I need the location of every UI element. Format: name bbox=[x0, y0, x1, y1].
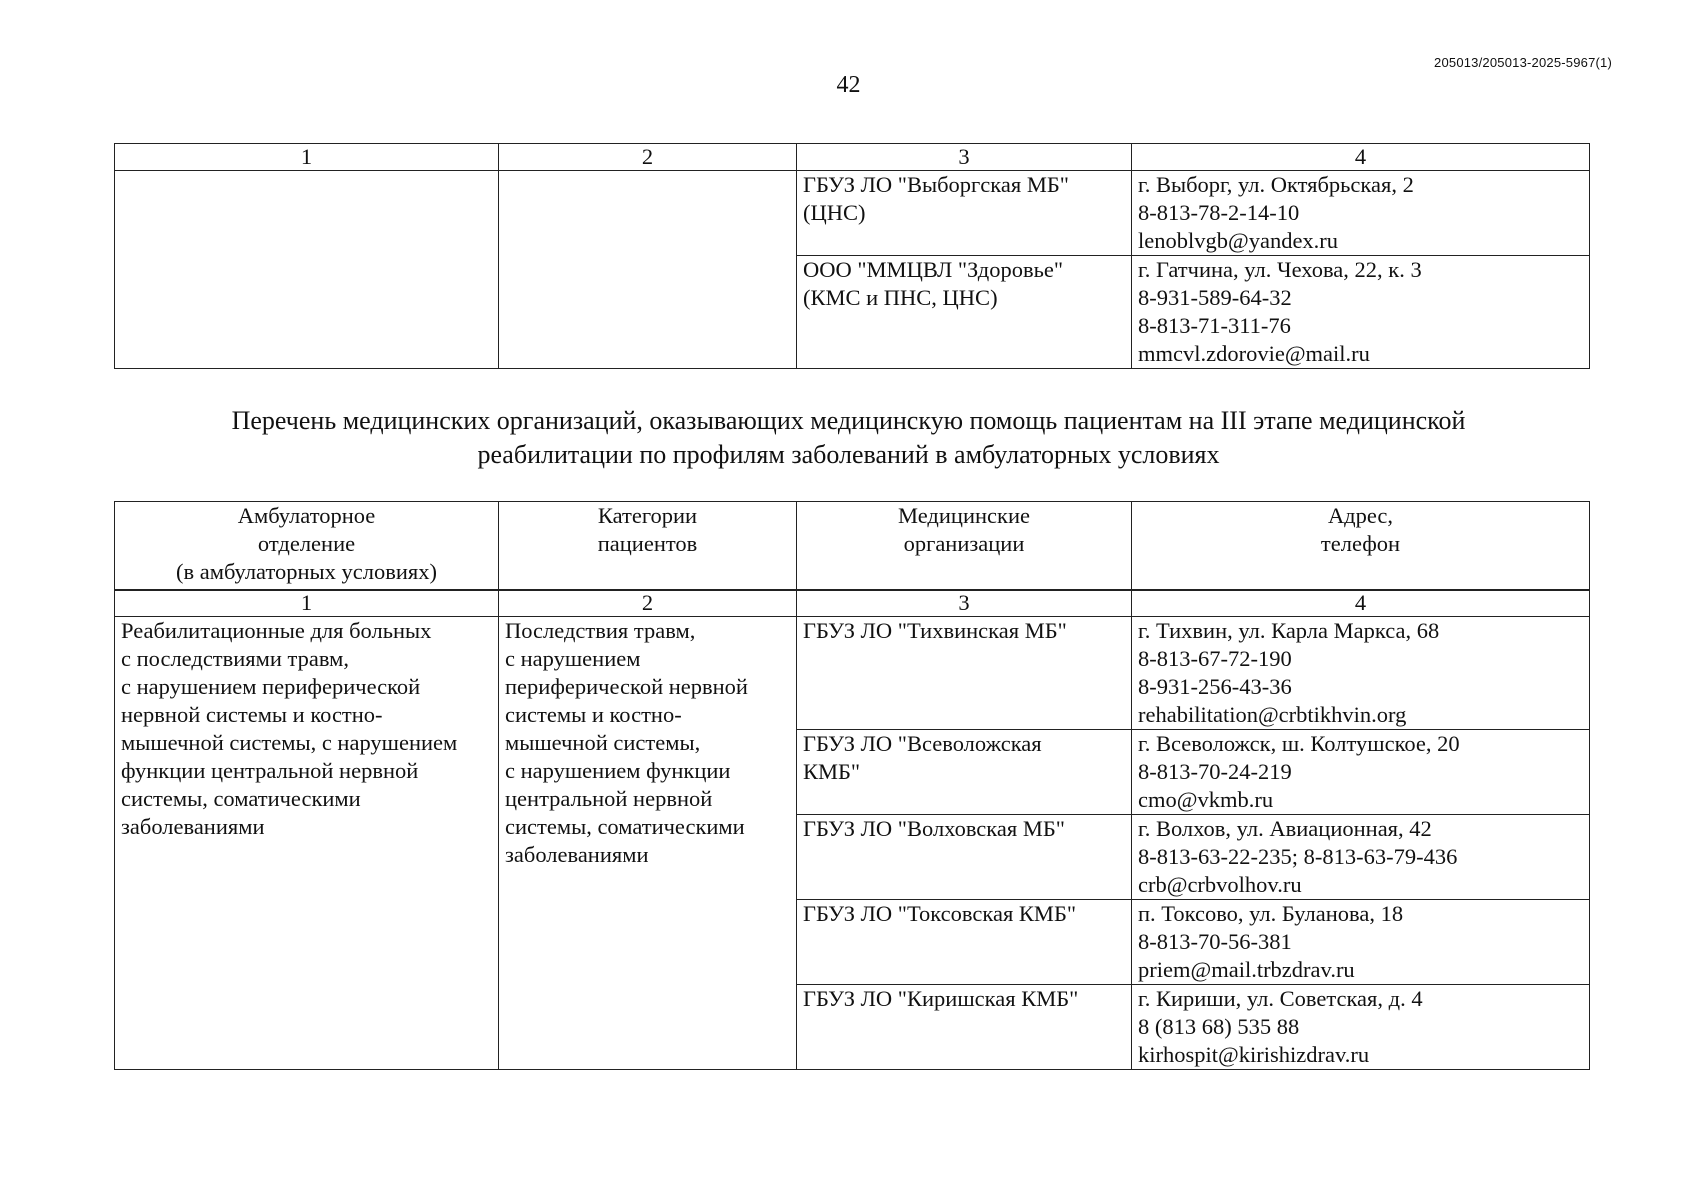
categories-cell bbox=[499, 171, 797, 369]
categories-line: периферической нервной bbox=[505, 674, 748, 699]
department-line: с нарушением периферической bbox=[121, 674, 421, 699]
email-line: priem@mail.trbzdrav.ru bbox=[1138, 957, 1355, 982]
section-title-line: реабилитации по профилям заболеваний в амбулаторных условиях bbox=[477, 440, 1220, 469]
organization-cell bbox=[797, 815, 1132, 900]
department-line: с последствиями травм, bbox=[121, 646, 349, 671]
department-line: заболеваниями bbox=[121, 814, 265, 839]
organization-line: ГБУЗ ЛО "Всеволожская bbox=[803, 731, 1042, 756]
phone-line: 8-813-78-2-14-10 bbox=[1138, 200, 1300, 225]
organization-line: ГБУЗ ЛО "Тихвинская МБ" bbox=[803, 618, 1067, 643]
document-id: 205013/205013-2025-5967(1) bbox=[1434, 55, 1612, 70]
section-title-line: Перечень медицинских организаций, оказывающих медицинскую помощь пациентам на III этапе медицинской bbox=[231, 406, 1466, 435]
column-number: 3 bbox=[797, 144, 1132, 171]
organization-line: ГБУЗ ЛО "Киришская КМБ" bbox=[803, 986, 1079, 1011]
header-line: Категории bbox=[597, 503, 698, 528]
column-number-row bbox=[115, 144, 1590, 171]
address-line: г. Гатчина, ул. Чехова, 22, к. 3 bbox=[1138, 257, 1422, 282]
column-number: 4 bbox=[1132, 590, 1590, 617]
address-cell bbox=[1132, 730, 1590, 815]
organization-cell bbox=[797, 985, 1132, 1070]
categories-line: системы, соматическими bbox=[505, 814, 745, 839]
address-cell bbox=[1132, 900, 1590, 985]
organization-cell bbox=[797, 617, 1132, 730]
header-line: организации bbox=[903, 531, 1025, 556]
organization-cell bbox=[797, 730, 1132, 815]
department-cell bbox=[115, 171, 499, 369]
phone-line: 8-813-70-24-219 bbox=[1138, 759, 1292, 784]
address-cell bbox=[1132, 171, 1590, 256]
department-line: мышечной системы, с нарушением bbox=[121, 730, 458, 755]
phone-line: 8-813-70-56-381 bbox=[1138, 929, 1292, 954]
column-number: 2 bbox=[499, 144, 797, 171]
department-cell bbox=[115, 617, 499, 1070]
address-line: г. Всеволожск, ш. Колтушское, 20 bbox=[1138, 731, 1460, 756]
categories-line: системы и костно- bbox=[505, 702, 682, 727]
header-line: пациентов bbox=[597, 531, 698, 556]
department-line: системы, соматическими bbox=[121, 786, 361, 811]
organization-cell bbox=[797, 171, 1132, 256]
phone-line: 8-813-67-72-190 bbox=[1138, 646, 1292, 671]
column-number: 1 bbox=[115, 144, 499, 171]
organization-cell bbox=[797, 256, 1132, 369]
page-number: 42 bbox=[836, 72, 861, 98]
categories-cell bbox=[499, 617, 797, 1070]
column-number-row bbox=[115, 590, 1590, 617]
continuation-table bbox=[114, 143, 1590, 369]
email-line: cmo@vkmb.ru bbox=[1138, 787, 1274, 812]
email-line: mmcvl.zdorovie@mail.ru bbox=[1138, 341, 1370, 366]
header-line: Медицинские bbox=[898, 503, 1030, 528]
phone-line: 8-813-71-311-76 bbox=[1138, 313, 1291, 338]
email-line: rehabilitation@crbtikhvin.org bbox=[1138, 702, 1407, 727]
header-line: телефон bbox=[1320, 531, 1401, 556]
organization-line: КМБ" bbox=[803, 759, 861, 784]
column-number: 1 bbox=[115, 590, 499, 617]
department-line: функции центральной нервной bbox=[121, 758, 419, 783]
organization-line: (ЦНС) bbox=[803, 200, 866, 225]
section-title bbox=[0, 404, 1697, 472]
email-line: crb@crbvolhov.ru bbox=[1138, 872, 1302, 897]
categories-line: заболеваниями bbox=[505, 842, 649, 867]
address-line: г. Выборг, ул. Октябрьская, 2 bbox=[1138, 172, 1414, 197]
column-number: 3 bbox=[797, 590, 1132, 617]
address-line: г. Кириши, ул. Советская, д. 4 bbox=[1138, 986, 1423, 1011]
phone-line: 8-931-589-64-32 bbox=[1138, 285, 1292, 310]
address-cell bbox=[1132, 985, 1590, 1070]
address-line: г. Тихвин, ул. Карла Маркса, 68 bbox=[1138, 618, 1440, 643]
column-number: 4 bbox=[1132, 144, 1590, 171]
header-row bbox=[115, 502, 1590, 591]
categories-line: Последствия травм, bbox=[505, 618, 696, 643]
organization-line: ООО "ММЦВЛ "Здоровье" bbox=[803, 257, 1064, 282]
table-row bbox=[115, 617, 1590, 730]
address-cell bbox=[1132, 815, 1590, 900]
organization-line: (КМС и ПНС, ЦНС) bbox=[803, 285, 998, 310]
address-line: п. Токсово, ул. Буланова, 18 bbox=[1138, 901, 1404, 926]
department-line: Реабилитационные для больных bbox=[121, 618, 432, 643]
header-line: Адрес, bbox=[1327, 503, 1394, 528]
rehab-table-header bbox=[114, 501, 1590, 591]
organization-line: ГБУЗ ЛО "Выборгская МБ" bbox=[803, 172, 1069, 197]
rehab-table bbox=[114, 589, 1590, 1070]
organization-line: ГБУЗ ЛО "Волховская МБ" bbox=[803, 816, 1065, 841]
organization-cell bbox=[797, 900, 1132, 985]
categories-line: с нарушением функции bbox=[505, 758, 731, 783]
header-categories bbox=[499, 502, 797, 591]
categories-line: центральной нервной bbox=[505, 786, 713, 811]
email-line: kirhospit@kirishizdrav.ru bbox=[1138, 1042, 1370, 1067]
categories-line: с нарушением bbox=[505, 646, 641, 671]
phone-line: 8 (813 68) 535 88 bbox=[1138, 1014, 1300, 1039]
header-organizations bbox=[797, 502, 1132, 591]
department-line: нервной системы и костно- bbox=[121, 702, 383, 727]
address-line: г. Волхов, ул. Авиационная, 42 bbox=[1138, 816, 1432, 841]
address-cell bbox=[1132, 617, 1590, 730]
header-line: Амбулаторное bbox=[237, 503, 376, 528]
email-line: lenoblvgb@yandex.ru bbox=[1138, 228, 1339, 253]
header-line: отделение bbox=[257, 531, 356, 556]
column-number: 2 bbox=[499, 590, 797, 617]
phone-line: 8-931-256-43-36 bbox=[1138, 674, 1292, 699]
address-cell bbox=[1132, 256, 1590, 369]
header-department bbox=[115, 502, 499, 591]
phone-line: 8-813-63-22-235; 8-813-63-79-436 bbox=[1138, 844, 1458, 869]
categories-line: мышечной системы, bbox=[505, 730, 701, 755]
header-line: (в амбулаторных условиях) bbox=[176, 559, 437, 584]
table-row bbox=[115, 171, 1590, 256]
organization-line: ГБУЗ ЛО "Токсовская КМБ" bbox=[803, 901, 1077, 926]
header-address bbox=[1132, 502, 1590, 591]
